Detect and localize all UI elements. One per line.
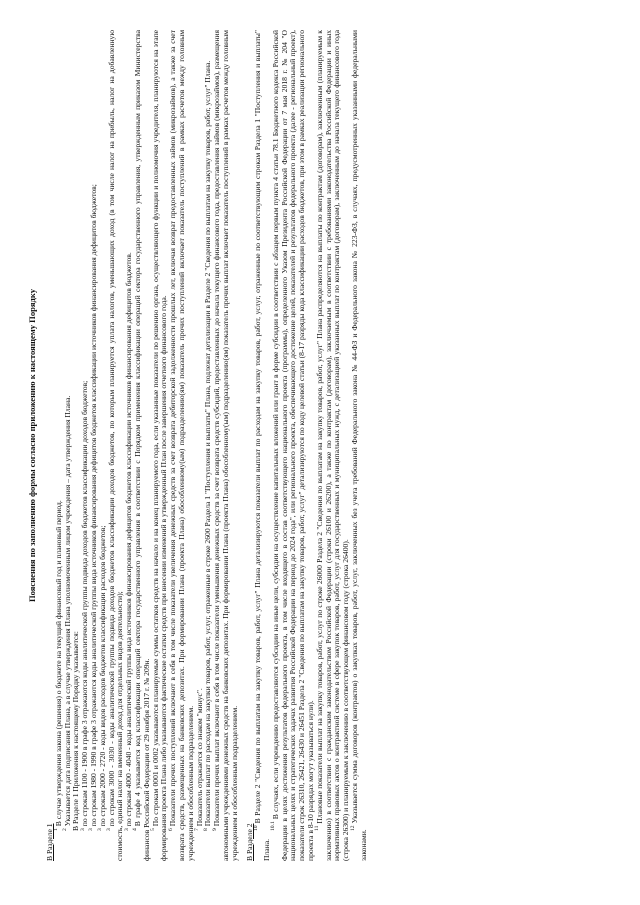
footnote-number: 7	[193, 828, 200, 831]
footnote-paragraph	[254, 30, 272, 861]
footnote-text: по строкам 4000 - 4040 - коды аналитической группы вида источников финансирования дефицитов бюджетов классификации источников финансирования дефицитов бюджетов.	[124, 252, 134, 827]
footnote-number: 1	[53, 828, 60, 831]
footnote-text: Указывается дата подписания Плана, а в случае утверждения Плана уполномоченным лицом учреждения – дата утверждения Плана.	[62, 395, 72, 827]
footnote-number: 11	[314, 825, 321, 831]
footnote-paragraph	[213, 30, 239, 861]
document-body	[46, 30, 369, 861]
footnote-number: 3	[123, 828, 130, 831]
footnote-text: В Разделе 2 "Сведения по выплатам на закупку товаров, работ, услуг" Плана детализируются показатели выплат по расходам на закупку товаров, работ, услуг, отраженные по соответствующим строкам Раздела 1 "Поступления и выплаты" Плана.	[253, 30, 272, 861]
footnote-text: В случаях, если учреждению предоставляются субсидии на иные цели, субсидии на осуществление капитальных вложений или грант в форме субсидии в соответствии с абзацем первым пункта 4 статьи 78.1 Бюджетного кодекса Российской Федерации в целях достижения результатов федерального проекта, в том числе входящего в состав соответствующего национального проекта (программы), определенного Указом Президента Российской Федерации от 7 мая 2018 г. № 204 "О национальных целях и стратегических задачах развития Российской Федерации на период до 2024 года", или регионального проекта, обеспечивающего достижение целей, показателей и результатов федерального проекта (далее - региональный проект), показатели строк 26310, 26421, 26430 и 26451 Раздела 2 "Сведения по выплатам на закупку товаров, работ, услуг" детализируются по коду целевой статьи (8-17 разряды кода классификации расходов бюджетов, при этом в рамках реализации регионального проекта в 8-10 разрядах могут указываться нули).	[270, 30, 316, 861]
footnote-text: по строкам 1100 - 1900 в графе 3 отражаются коды аналитической группы подвида доходов бюджетов классификации доходов бюджетов;	[80, 380, 90, 827]
footnote-text: по строкам 3000 - 3030 - коды аналитической группы подвида доходов бюджетов классификации доходов бюджетов, по которым планируется уплата налогов, уменьшающих доход (в том числе налог на прибыль, налог на добавленную стоимость, единый налог на вмененный доход для отдельных видов деятельности);	[106, 30, 125, 861]
footnote-paragraph	[351, 30, 369, 861]
footnote-paragraph	[169, 30, 195, 861]
footnote-number: 10	[252, 825, 259, 831]
footnote-text: В Разделе 1 Приложения к настоящему Порядку указывается:	[71, 631, 81, 831]
footnote-number: 6	[167, 828, 174, 831]
footnote-text: Указывается сумма договоров (контрактов) о закупках товаров, работ, услуг, заключенных без учета требований Федерального закона № 44-ФЗ и Федерального закона № 223-ФЗ, в случаях, предусмотренных указанными федеральными законами.	[350, 30, 368, 861]
footnote-paragraph	[152, 30, 170, 861]
footnote-paragraph	[272, 30, 316, 861]
footnote-number: 4	[132, 828, 139, 831]
section-heading: В Разделе 1	[44, 823, 54, 861]
footnote-text: по строкам 1980 - 1990 в графе 3 отражаются коды аналитической группы вида источников финансирования дефицитов бюджетов классификации источников финансирования дефицитов бюджетов;	[88, 184, 98, 827]
footnote-text: В случае утверждения закона (решения) о бюджете на текущий финансовый год и плановый период.	[53, 500, 63, 827]
footnote-text: Плановые показатели выплат на закупку товаров, работ, услуг по строке 26000 Раздела 2 "Сведения по выплатам на закупку товаров, работ, услуг" Плана распределяются на выплаты по контрактам (договорам), заключенным (планируемым к заключению) в соответствии с гражданским законодательством Российской Федерации (строки 26100 и 26200), а также по контрактам (договорам), заключаемым в соответствии с требованиями законодательства Российской Федерации и иных нормативных правовых актов о контрактной системе в сфере закупок товаров, работ, услуг для государственных и муниципальных нужд, с детализацией указанных выплат по контрактам (договорам), заключенным до начала текущего финансового года (строка 26300) и планируемым к заключению в соответствующем финансовом году (строка 26400).	[314, 30, 351, 861]
footnote-text: по строкам 2000 - 2720 - коды видов расходов бюджетов классификации расходов бюджетов;	[97, 525, 107, 827]
footnote-number: 5	[150, 828, 156, 831]
footnote-text: Показатели выплат по расходам на закупки товаров, работ, услуг, отраженные в строке 2600 Раздела 1 "Поступления и выплаты" Плана, подлежат детализации в Разделе 2 "Сведения по выплатам на закупку товаров, работ, услуг" Плана.	[203, 60, 213, 827]
footnote-text: Показатель отражается со знаком "минус".	[194, 688, 204, 827]
footnote-paragraph	[108, 30, 126, 861]
document-title: Пояснения по заполнению формы согласно приложению к настоящему Порядку	[27, 288, 37, 603]
footnote-number: 10.1	[270, 821, 277, 831]
footnote-text: Показатели прочих выплат включают в себя в том числе показатели уменьшения денежных средств за счет возврата средств субсидий, предоставленных до начала текущего финансового года, предоставления займов (микрозаймов), размещения автономными учреждениями денежных средств на банковских депозитах. При формировании Плана (проекта Плана) обособленному(ым) подразделению(ям) показатель прочих выплат включает показатель поступлений в рамках расчетов между головным учреждением и обособленным подразделением.	[212, 30, 239, 861]
footnote-text: Показатели прочих поступлений включают в себя в том числе показатели увеличения денежных средств за счет возврата дебиторской задолженности прошлых лет, включая возврат предоставленных займов (микрозаймов), а также за счет возврата средств, размещенных на банковских депозитах. При формировании Плана (проекта Плана) обособленному(ым) подразделению(ям) показатель прочих поступлений включает показатель поступлений в рамках расчетов между головным учреждением и обособленным подразделением.	[168, 30, 195, 861]
footnote-paragraph	[134, 30, 152, 861]
footnote-number: 12	[349, 825, 356, 831]
section-heading: В Разделе 2	[244, 823, 254, 861]
footnote-number: 3	[97, 828, 104, 831]
footnote-text: По строкам 0001 и 0002 указываются планируемые суммы остатков средств на начало и на конец планируемого года, если указанные показатели по решению органа, осуществляющего функции и полномочия учредителя, планируются на этапе формирования проекта Плана либо указываются фактические остатки средств при внесении изменений в утвержденный План после завершения отчетного финансового года.	[150, 30, 169, 861]
footnote-number: 3	[88, 828, 95, 831]
footnote-number: 2	[62, 828, 69, 831]
footnote-number: 9	[211, 828, 218, 831]
footnote-number: 8	[202, 828, 209, 831]
footnote-text: В графе 4 указывается код классификации операций сектора государственного управления в соответствии с Порядком применения классификации операций сектора государственного управления, утвержденным приказом Министерства финансов Российской Федерации от 29 ноября 2017 г. № 209н.	[132, 30, 151, 861]
footnote-number: 3	[79, 828, 86, 831]
footnote-paragraph	[316, 30, 351, 861]
footnote-number: 3	[106, 828, 113, 831]
